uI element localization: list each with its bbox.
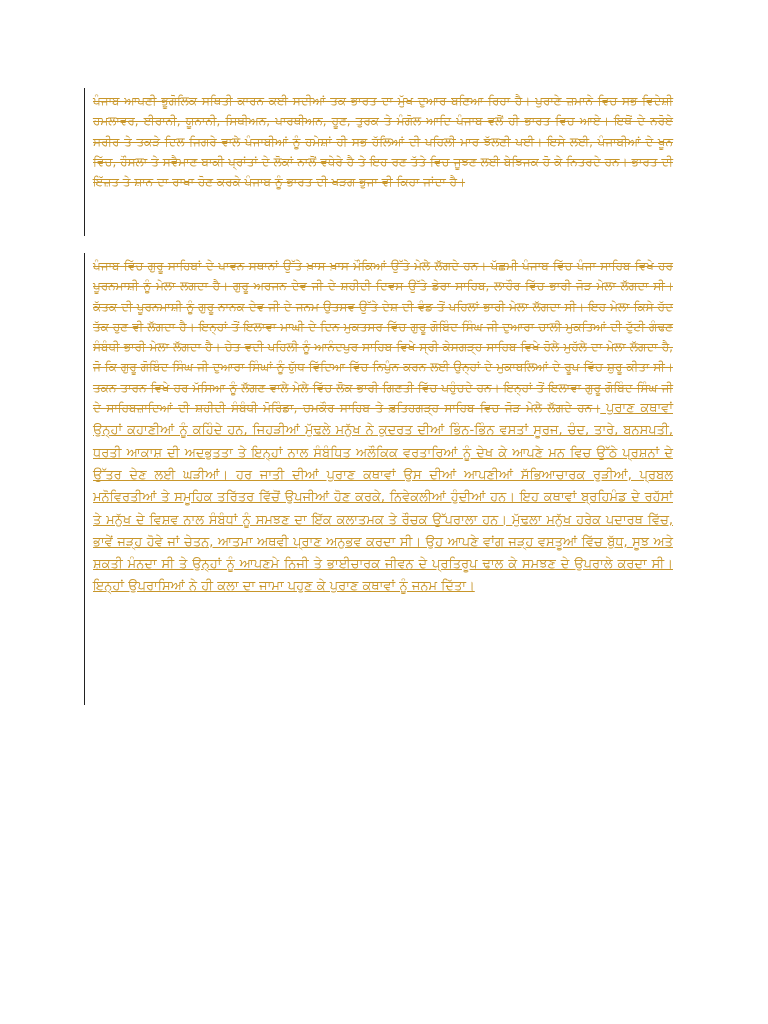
change-bar-2 <box>84 253 85 705</box>
paragraph-2 <box>93 255 673 598</box>
deleted-text-1: ਪੰਜਾਬ ਆਪਣੀ ਭੂਗੋਲਿਕ ਸਥਿਤੀ ਕਾਰਨ ਕਈ ਸਦੀਆਂ ਤਕ ਭਾਰਤ ਦਾ ਮੁੱਖ ਦੁਆਰ ਬਣਿਆ ਰਿਹਾ ਹੈ। ਪੁਰਾਣੇ ਜ਼ਮਾਨੇ ਵਿਚ ਸਭ ਵਿਦੇਸ਼ੀ ਹਮਲਾਵਰ, ਈਰਾਨੀ, ਯੂਨਾਨੀ, ਸਿਥੀਅਨ, ਪਾਰਥੀਅਨ, ਹੂਣ, ਤੁਰਕ ਤੇ ਮੰਗੋਲ ਆਦਿ ਪੰਜਾਬ ਵਲੋਂ ਹੀ ਭਾਰਤ ਵਿਚ ਆਏ। ਇਥੋਂ ਦੇ ਨਰੋਏ ਸਰੀਰ ਤੇ ਤਕੜੇ ਦਿਲ ਜਿਗਰੇ ਵਾਲੇ ਪੰਜਾਬੀਆਂ ਨੂੰ ਹਮੇਸ਼ਾਂ ਹੀ ਸਭ ਹੱਲਿਆਂ ਦੀ ਪਹਿਲੀ ਮਾਰ ਝੱਲਣੀ ਪਈ। ਇਸੇ ਲਈ, ਪੰਜਾਬੀਆਂ ਦੇ ਖੂਨ ਵਿੱਚ, ਹੌਸਲਾ ਤੇ ਸਵੈਮਾਣ ਬਾਕੀ ਪ੍ਰਾਂਤਾਂ ਦੇ ਲੋਕਾਂ ਨਾਲੋਂ ਵਧੇਰੇ ਹੈ ਤੇ ਇਹ ਰਣ ਤੱਤੇ ਵਿਚ ਜੂਝਣ ਲਈ ਬੇਝਿਜਕ ਹੋ ਕੇ ਨਿਤਰਦੇ ਹਨ। ਭਾਰਤ ਦੀ ਇੱਜ਼ਤ ਤੇ ਸ਼ਾਨ ਦਾ ਰਾਖਾ ਹੋਣ ਕਰਕੇ ਪੰਜਾਬ ਨੂੰ ਭਾਰਤ ਦੀ ਖੜਗ ਭੁਜਾ ਵੀ ਕਿਹਾ ਜਾਂਦਾ ਹੈ। <box>93 94 673 190</box>
change-bar-1 <box>84 88 85 236</box>
paragraph-1 <box>93 90 673 191</box>
deleted-text-2: ਪੰਜਾਬ ਵਿੱਚ ਗੁਰੂ ਸਾਹਿਬਾਂ ਦੇ ਪਾਵਨ ਸਥਾਨਾਂ ਉੱਤੇ ਖ਼ਾਸ-ਖ਼ਾਸ ਮੌਕਿਆਂ ਉੱਤੇ ਮੇਲੇ ਲੱਗਦੇ ਹਨ। ਪੱਛਮੀ ਪੰਜਾਬ ਵਿੱਚ ਪੰਜਾ ਸਾਹਿਬ ਵਿਖੇ ਹਰ ਪੂਰਨਮਾਸ਼ੀ ਨੂੰ ਮੇਲਾ ਲਗਦਾ ਹੈ। ਗੁਰੂ ਅਰਜਨ ਦੇਵ ਜੀ ਦੇ ਸ਼ਹੀਦੀ ਦਿਵਸ ਉੱਤੇ ਡੇਰਾ ਸਾਹਿਬ, ਲਾਹੌਰ ਵਿੱਚ ਭਾਰੀ ਜੋੜ ਮੇਲਾ ਲੱਗਦਾ ਸੀ। ਕੱਤਕ ਦੀ ਪੂਰਨਮਾਸ਼ੀ ਨੂੰ ਗੁਰੂ ਨਾਨਕ ਦੇਵ ਜੀ ਦੇ ਜਨਮ ਉਤਸਵ ਉੱਤੇ ਦੇਸ਼ ਦੀ ਵੰਡ ਤੋਂ ਪਹਿਲਾਂ ਭਾਰੀ ਮੇਲਾ ਲੱਗਦਾ ਸੀ। ਇਹ ਮੇਲਾ ਕਿਸੇ ਹੱਦ ਤੱਕ ਹੁਣ ਵੀ ਲੱਗਦਾ ਹੈ। ਇਨ੍ਹਾਂ ਤੋਂ ਇਲਾਵਾ ਮਾਘੀ ਦੇ ਦਿਨ ਮੁਕਤਸਰ ਵਿੱਚ ਗੁਰੂ ਗੋਬਿੰਦ ਸਿੰਘ ਜੀ ਦੁਆਰਾ ਚਾਲੀ ਮੁਕਤਿਆਂ ਦੀ ਟੁੱਟੀ ਗੰਢਣ ਸੰਬੰਧੀ ਭਾਰੀ ਮੇਲਾ ਲੱਗਦਾ ਹੈ। ਚੇਤ ਵਦੀ ਪਹਿਲੀ ਨੂੰ ਆਨੰਦਪੁਰ ਸਾਹਿਬ ਵਿਖੇ ਸ੍ਰੀ ਕੇਸਗੜ੍ਹ ਸਾਹਿਬ ਵਿਖੇ ਹੋਲੇ-ਮੁਹੱਲੇ ਦਾ ਮੇਲਾ ਲੱਗਦਾ ਹੈ, ਜੋ ਕਿ ਗੁਰੂ ਗੋਬਿੰਦ ਸਿੰਘ ਜੀ ਦੁਆਰਾ ਸਿੰਘਾਂ ਨੂੰ ਯੁੱਧ ਵਿੱਦਿਆ ਵਿੱਚ ਨਿਪੁੰਨ ਕਰਨ ਲਈ ਉਨ੍ਹਾਂ ਦੇ ਮੁਕਾਬਲਿਆਂ ਦੇ ਰੂਪ ਵਿੱਚ ਸ਼ੁਰੂ ਕੀਤਾ ਸੀ। ਤਕਨ ਤਾਰਨ ਵਿਖੇ ਹਰ ਮੱਸਿਆ ਨੂੰ ਲੱਗਣ ਵਾਲੇ ਮੇਲੇ ਵਿੱਚ ਲੋਕ ਭਾਰੀ ਗਿਣਤੀ ਵਿੱਚ ਪਹੁੰਚਦੇ ਹਨ। ਇਨ੍ਹਾਂ ਤੋਂ ਇਲਾਵਾ ਗੁਰੂ ਗੋਬਿੰਦ ਸਿੰਘ ਜੀ ਦੇ ਸਾਹਿਬਜ਼ਾਦਿਆਂ ਦੀ ਸ਼ਹੀਦੀ ਸੰਬੰਧੀ ਮੋਰਿੰਡਾ, ਚਮਕੌਰ ਸਾਹਿਬ ਤੇ ਫ਼ਤਿਹਗੜ੍ਹ ਸਾਹਿਬ ਵਿਚ ਜੋੜ ਮੇਲੇ ਲੱਗਦੇ ਹਨ। <box>93 259 673 416</box>
inserted-text-2: ਪੁਰਾਣ ਕਥਾਵਾਂ ਉਨ੍ਹਾਂ ਕਹਾਣੀਆਂ ਨੂੰ ਕਹਿੰਦੇ ਹਨ, ਜਿਹੜੀਆਂ ਮੁੱਢਲੇ ਮਨੁੱਖ ਨੇ ਕੁਦਰਤ ਦੀਆਂ ਭਿੰਨ-ਭਿੰਨ ਵਸਤਾਂ ਸੂਰਜ, ਚੰਦ, ਤਾਰੇ, ਬਨਸਪਤੀ, ਧਰਤੀ ਆਕਾਸ਼ ਦੀ ਅਦਭੁਤਤਾ ਤੇ ਇਨ੍ਹਾਂ ਨਾਲ ਸੰਬੰਧਿਤ ਅਲੌਕਿਕ ਵਰਤਾਰਿਆਂ ਨੂੰ ਦੇਖ ਕੇ ਆਪਣੇ ਮਨ ਵਿਚ ਉੱਠੇ ਪ੍ਰਸ਼ਨਾਂ ਦੇ ਉੱਤਰ ਦੇਣ ਲਈ ਘੜੀਆਂ। ਹਰ ਜਾਤੀ ਦੀਆਂ ਪੁਰਾਣ ਕਥਾਵਾਂ ਉਸ ਦੀਆਂ ਆਪਣੀਆਂ ਸੱਭਿਆਚਾਰਕ ਰੁੜੀਆਂ, ਪ੍ਰਬਲ ਮਨੋਵਿਰਤੀਆਂ ਤੇ ਸਮੂਹਿਕ ਤਰਿੱਤਰ ਵਿੱਚੋਂ ਉਪਜੀਆਂ ਹੋਣ ਕਰਕੇ, ਨਿਵੇਕਲੀਆਂ ਹੁੰਦੀਆਂ ਹਨ। ਇਹ ਕਥਾਵਾਂ ਬ੍ਰਹਿਮੰਡ ਦੇ ਰਹੱਸਾਂ ਤੇ ਮਨੁੱਖ ਦੇ ਵਿਸ਼ਵ ਨਾਲ ਸੰਬੰਧਾਂ ਨੂੰ ਸਮਝਣ ਦਾ ਇੱਕ ਕਲਾਤਮਕ ਤੇ ਰੌਚਕ ਉੱਪਰਾਲਾ ਹਨ। ਮੁੱਢਲਾ ਮਨੁੱਖ ਹਰੇਕ ਪਦਾਰਥ ਵਿੱਚ, ਭਾਵੇਂ ਜੜ੍ਹ ਹੋਵੇ ਜਾਂ ਚੇਤਨ, ਆਤਮਾ ਅਥਵੀ ਪ੍ਰਾਣ ਅਨੁਭਵ ਕਰਦਾ ਸੀ। ਉਹ ਆਪਣੇ ਵਾਂਗ ਜੜ੍ਹ ਵਸਤੂਆਂ ਵਿੱਚ ਬੁੱਧ, ਸੂਝ ਅਤੇ ਸ਼ਕਤੀ ਮੰਨਦਾ ਸੀ ਤੇ ਉਨ੍ਹਾਂ ਨੂੰ ਆਪਣਮੇ ਨਿਜੀ ਤੇ ਭਾਈਚਾਰਕ ਜੀਵਨ ਦੇ ਪ੍ਰਤਿਰੂਪ ਢਾਲ ਕੇ ਸਮਝਣ ਦੇ ਉਪਰਾਲੇ ਕਰਦਾ ਸੀ। ਇਨ੍ਹਾਂ ਉਪਰਾਸਿਆਂ ਨੇ ਹੀ ਕਲਾ ਦਾ ਜਾਮਾ ਪਹੁਣ ਕੇ ਪੁਰਾਣ ਕਥਾਵਾਂ ਨੂੰ ਜਨਮ ਦਿੱਤਾ। <box>93 401 673 595</box>
